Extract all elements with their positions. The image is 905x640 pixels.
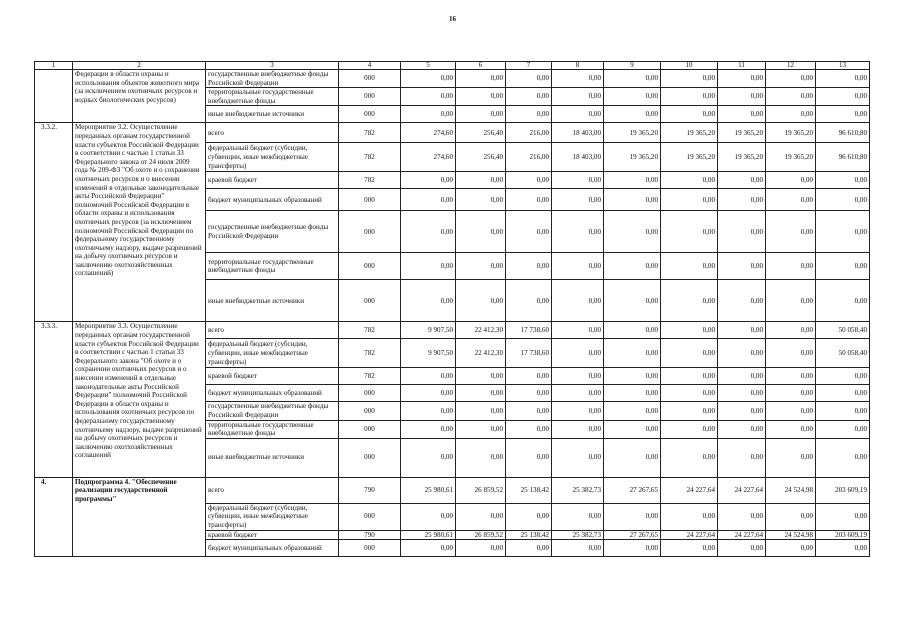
- budget-code: 000: [339, 503, 401, 530]
- year-value: 0,00: [604, 438, 661, 477]
- column-number-row: [35, 62, 870, 70]
- budget-code: 782: [339, 143, 401, 172]
- year-value: 0,00: [456, 368, 506, 385]
- year-value: 0,00: [718, 172, 766, 189]
- year-value: 0,00: [661, 88, 718, 106]
- year-value: 0,00: [552, 189, 604, 211]
- budget-code: 000: [339, 88, 401, 106]
- budget-code: 000: [339, 420, 401, 438]
- year-value: 0,00: [552, 106, 604, 123]
- year-value: 25 382,73: [552, 530, 604, 540]
- year-value: 0,00: [401, 189, 456, 211]
- year-value: 0,00: [718, 540, 766, 557]
- year-value: 0,00: [604, 385, 661, 402]
- measure-3-3-2-row: [35, 123, 870, 143]
- year-value: 24 524,98: [766, 530, 816, 540]
- year-value: 0,00: [456, 402, 506, 420]
- year-value: 0,00: [401, 438, 456, 477]
- year-value: 0,00: [718, 339, 766, 368]
- year-value: 216,00: [506, 143, 552, 172]
- year-value: 0,00: [552, 172, 604, 189]
- total-value: 0,00: [816, 540, 870, 557]
- year-value: 0,00: [506, 402, 552, 420]
- funding-source: всего: [206, 123, 339, 143]
- column-number: 4: [339, 62, 401, 70]
- funding-source: федеральный бюджет (субсидии, субвенции, иные межбюджетные трансферты): [206, 503, 339, 530]
- year-value: 0,00: [718, 211, 766, 253]
- year-value: 0,00: [718, 438, 766, 477]
- column-number: 13: [816, 62, 870, 70]
- total-value: 0,00: [816, 280, 870, 322]
- year-value: 0,00: [718, 385, 766, 402]
- year-value: 0,00: [604, 339, 661, 368]
- funding-source: федеральный бюджет (субсидии, субвенции, иные межбюджетные трансферты): [206, 339, 339, 368]
- year-value: 0,00: [552, 503, 604, 530]
- column-number: 6: [456, 62, 506, 70]
- year-value: 0,00: [661, 211, 718, 253]
- funding-source: государственные внебюджетные фонды Российской Федерации: [206, 211, 339, 253]
- year-value: 256,40: [456, 143, 506, 172]
- year-value: 0,00: [718, 368, 766, 385]
- year-value: 22 412,30: [456, 322, 506, 339]
- funding-source: государственные внебюджетные фонды Российской Федерации: [206, 402, 339, 420]
- year-value: 19 365,20: [604, 143, 661, 172]
- total-value: 0,00: [816, 503, 870, 530]
- year-value: 0,00: [552, 368, 604, 385]
- row-index: 4.: [35, 477, 73, 556]
- year-value: 0,00: [401, 385, 456, 402]
- funding-source: краевой бюджет: [206, 368, 339, 385]
- year-value: 0,00: [766, 385, 816, 402]
- funding-source: краевой бюджет: [206, 530, 339, 540]
- year-value: 17 738,60: [506, 322, 552, 339]
- year-value: 26 859,52: [456, 530, 506, 540]
- year-value: 0,00: [552, 339, 604, 368]
- year-value: 0,00: [401, 420, 456, 438]
- year-value: 25 980,61: [401, 530, 456, 540]
- year-value: 0,00: [661, 280, 718, 322]
- year-value: 0,00: [401, 540, 456, 557]
- activity-name: Федерации в области охраны и использования объектов животного мира (за исключением охотничьих ресурсов и водных биологических ресурсов): [73, 70, 206, 123]
- year-value: 24 227,64: [718, 477, 766, 503]
- year-value: 0,00: [456, 385, 506, 402]
- measure-3-3-3-row: [35, 322, 870, 339]
- year-value: 0,00: [456, 70, 506, 88]
- year-value: 25 382,73: [552, 477, 604, 503]
- year-value: 0,00: [661, 106, 718, 123]
- year-value: 27 267,65: [604, 530, 661, 540]
- year-value: 19 365,20: [661, 143, 718, 172]
- column-number: 7: [506, 62, 552, 70]
- budget-code: 782: [339, 339, 401, 368]
- total-value: 0,00: [816, 385, 870, 402]
- activity-name: Мероприятие 3.2. Осуществление переданных органам государственной власти субъектов Российской Федерации в соответствии с частью 1 статьи 33 Федерального закона от 24 июля 2009 года № 209-ФЗ "Об охоте и о сохранении охотничьих ресурсов и о внесении изменений в отдельные законодательные акты Российской Федерации" полномочий Российской Федерации в области охраны и использования охотничьих ресурсов (за исключением полномочий Российской Федерации по федеральному государственному охотничьему надзору, выдаче разрешений на добычу охотничьих ресурсов и заключению охотхозяйственных соглашений): [73, 123, 206, 322]
- total-value: 0,00: [816, 420, 870, 438]
- year-value: 0,00: [718, 88, 766, 106]
- total-value: 0,00: [816, 368, 870, 385]
- year-value: 0,00: [456, 540, 506, 557]
- year-value: 0,00: [766, 339, 816, 368]
- year-value: 17 738,60: [506, 339, 552, 368]
- total-value: 0,00: [816, 253, 870, 280]
- column-number: 9: [604, 62, 661, 70]
- year-value: 27 267,65: [604, 477, 661, 503]
- year-value: 0,00: [506, 70, 552, 88]
- year-value: 0,00: [766, 189, 816, 211]
- row-index: 3.3.2.: [35, 123, 73, 322]
- year-value: 0,00: [456, 88, 506, 106]
- year-value: 0,00: [766, 438, 816, 477]
- year-value: 24 227,64: [661, 530, 718, 540]
- year-value: 0,00: [604, 211, 661, 253]
- year-value: 0,00: [766, 540, 816, 557]
- year-value: 0,00: [552, 88, 604, 106]
- year-value: 0,00: [506, 253, 552, 280]
- year-value: 18 403,00: [552, 123, 604, 143]
- year-value: 0,00: [661, 322, 718, 339]
- year-value: 0,00: [456, 211, 506, 253]
- total-value: 96 610,80: [816, 123, 870, 143]
- year-value: 0,00: [661, 438, 718, 477]
- column-number: 3: [206, 62, 339, 70]
- year-value: 0,00: [506, 172, 552, 189]
- total-value: 203 609,19: [816, 530, 870, 540]
- year-value: 0,00: [661, 420, 718, 438]
- year-value: 0,00: [604, 189, 661, 211]
- year-value: 0,00: [604, 420, 661, 438]
- column-number: 8: [552, 62, 604, 70]
- year-value: 0,00: [766, 420, 816, 438]
- budget-code: 000: [339, 385, 401, 402]
- year-value: 0,00: [401, 368, 456, 385]
- total-value: 0,00: [816, 189, 870, 211]
- total-value: 0,00: [816, 106, 870, 123]
- year-value: 0,00: [718, 322, 766, 339]
- page-number: 16: [449, 15, 456, 23]
- funding-source: бюджет муниципальных образований: [206, 385, 339, 402]
- budget-code: 782: [339, 368, 401, 385]
- year-value: 0,00: [766, 253, 816, 280]
- funding-source: территориальные государственные внебюджетные фонды: [206, 88, 339, 106]
- budget-code: 782: [339, 172, 401, 189]
- year-value: 18 403,00: [552, 143, 604, 172]
- year-value: 0,00: [718, 106, 766, 123]
- year-value: 0,00: [766, 368, 816, 385]
- total-value: 0,00: [816, 88, 870, 106]
- year-value: 0,00: [718, 420, 766, 438]
- year-value: 26 859,52: [456, 477, 506, 503]
- year-value: 0,00: [766, 402, 816, 420]
- year-value: 0,00: [604, 368, 661, 385]
- year-value: 0,00: [766, 172, 816, 189]
- total-value: 96 610,80: [816, 143, 870, 172]
- total-value: 203 609,19: [816, 477, 870, 503]
- row-index: 3.3.3.: [35, 322, 73, 477]
- budget-code: 000: [339, 402, 401, 420]
- budget-code: 000: [339, 70, 401, 88]
- year-value: 0,00: [661, 253, 718, 280]
- year-value: 19 365,20: [766, 123, 816, 143]
- year-value: 0,00: [718, 70, 766, 88]
- year-value: 0,00: [766, 106, 816, 123]
- funding-source: иные внебюджетные источники: [206, 106, 339, 123]
- column-number: 1: [35, 62, 73, 70]
- funding-source: территориальные государственные внебюджетные фонды: [206, 420, 339, 438]
- year-value: 0,00: [661, 70, 718, 88]
- total-value: 0,00: [816, 438, 870, 477]
- funding-source: территориальные государственные внебюджетные фонды: [206, 253, 339, 280]
- budget-code: 000: [339, 211, 401, 253]
- year-value: 24 227,64: [661, 477, 718, 503]
- funding-source: всего: [206, 477, 339, 503]
- total-value: 0,00: [816, 172, 870, 189]
- year-value: 0,00: [401, 253, 456, 280]
- year-value: 256,40: [456, 123, 506, 143]
- year-value: 0,00: [718, 189, 766, 211]
- year-value: 0,00: [456, 503, 506, 530]
- year-value: 19 365,20: [718, 143, 766, 172]
- year-value: 0,00: [552, 420, 604, 438]
- year-value: 0,00: [456, 189, 506, 211]
- year-value: 25 980,61: [401, 477, 456, 503]
- year-value: 0,00: [552, 211, 604, 253]
- year-value: 0,00: [661, 503, 718, 530]
- budget-code: 790: [339, 530, 401, 540]
- budget-code: 000: [339, 280, 401, 322]
- budget-table: [34, 61, 870, 557]
- budget-code: 000: [339, 438, 401, 477]
- year-value: 0,00: [506, 503, 552, 530]
- year-value: 274,60: [401, 123, 456, 143]
- year-value: 19 365,20: [718, 123, 766, 143]
- budget-code: 000: [339, 253, 401, 280]
- year-value: 0,00: [661, 540, 718, 557]
- year-value: 0,00: [401, 402, 456, 420]
- year-value: 216,00: [506, 123, 552, 143]
- year-value: 0,00: [604, 88, 661, 106]
- year-value: 0,00: [661, 172, 718, 189]
- funding-source: государственные внебюджетные фонды Российской Федерации: [206, 70, 339, 88]
- budget-code: 782: [339, 123, 401, 143]
- year-value: 0,00: [552, 322, 604, 339]
- total-value: 50 058,40: [816, 322, 870, 339]
- total-value: 0,00: [816, 211, 870, 253]
- row-index: [35, 70, 73, 123]
- year-value: 0,00: [401, 106, 456, 123]
- year-value: 0,00: [456, 253, 506, 280]
- year-value: 0,00: [604, 172, 661, 189]
- year-value: 0,00: [456, 420, 506, 438]
- year-value: 0,00: [604, 253, 661, 280]
- year-value: 0,00: [506, 189, 552, 211]
- year-value: 0,00: [766, 503, 816, 530]
- year-value: 0,00: [766, 280, 816, 322]
- year-value: 0,00: [506, 88, 552, 106]
- year-value: 0,00: [401, 211, 456, 253]
- year-value: 19 365,20: [661, 123, 718, 143]
- year-value: 0,00: [766, 322, 816, 339]
- year-value: 0,00: [604, 70, 661, 88]
- total-value: 50 058,40: [816, 339, 870, 368]
- year-value: 0,00: [552, 253, 604, 280]
- year-value: 24 524,98: [766, 477, 816, 503]
- year-value: 0,00: [506, 540, 552, 557]
- continued-activity-row: [35, 70, 870, 88]
- year-value: 0,00: [506, 211, 552, 253]
- year-value: 0,00: [506, 368, 552, 385]
- year-value: 0,00: [401, 503, 456, 530]
- year-value: 19 365,20: [604, 123, 661, 143]
- year-value: 0,00: [604, 322, 661, 339]
- funding-source: иные внебюджетные источники: [206, 438, 339, 477]
- activity-name: Подпрограмма 4. "Обеспечение реализации государственной программы": [73, 477, 206, 556]
- year-value: 0,00: [604, 402, 661, 420]
- year-value: 0,00: [401, 172, 456, 189]
- column-number: 11: [718, 62, 766, 70]
- year-value: 0,00: [766, 88, 816, 106]
- year-value: 0,00: [552, 540, 604, 557]
- total-value: 0,00: [816, 70, 870, 88]
- budget-code: 000: [339, 189, 401, 211]
- year-value: 0,00: [401, 88, 456, 106]
- year-value: 0,00: [718, 503, 766, 530]
- year-value: 0,00: [718, 280, 766, 322]
- year-value: 0,00: [661, 402, 718, 420]
- year-value: 0,00: [552, 385, 604, 402]
- year-value: 24 227,64: [718, 530, 766, 540]
- column-number: 5: [401, 62, 456, 70]
- funding-source: иные внебюджетные источники: [206, 280, 339, 322]
- year-value: 0,00: [552, 438, 604, 477]
- funding-source: краевой бюджет: [206, 172, 339, 189]
- year-value: 0,00: [661, 339, 718, 368]
- column-number: 10: [661, 62, 718, 70]
- year-value: 0,00: [604, 106, 661, 123]
- column-number: 2: [73, 62, 206, 70]
- year-value: 0,00: [456, 438, 506, 477]
- year-value: 19 365,20: [766, 143, 816, 172]
- budget-code: 790: [339, 477, 401, 503]
- activity-name: Мероприятие 3.3. Осуществление переданных органам государственной власти субъектов Российской Федерации в соответствии с частью 1 статьи 33 Федерального закона "Об охоте и о сохранении охотничьих ресурсов и о внесении изменений в отдельные законодательные акты Российской Федерации" полномочий Российской Федерации в области охраны и использования охотничьих ресурсов по федеральному государственному охотничьему надзору, выдаче разрешений на добычу охотничьих ресурсов и заключению охотхозяйственных соглашений: [73, 322, 206, 477]
- year-value: 0,00: [604, 503, 661, 530]
- year-value: 0,00: [506, 438, 552, 477]
- funding-source: бюджет муниципальных образований: [206, 189, 339, 211]
- funding-source: федеральный бюджет (субсидии, субвенции, иные межбюджетные трансферты): [206, 143, 339, 172]
- year-value: 0,00: [661, 189, 718, 211]
- total-value: 0,00: [816, 402, 870, 420]
- year-value: 9 907,50: [401, 322, 456, 339]
- year-value: 0,00: [552, 402, 604, 420]
- year-value: 0,00: [604, 280, 661, 322]
- year-value: 0,00: [456, 106, 506, 123]
- year-value: 22 412,30: [456, 339, 506, 368]
- year-value: 0,00: [766, 70, 816, 88]
- year-value: 25 138,42: [506, 530, 552, 540]
- year-value: 0,00: [661, 368, 718, 385]
- year-value: 0,00: [506, 385, 552, 402]
- funding-source: бюджет муниципальных образований: [206, 540, 339, 557]
- year-value: 0,00: [718, 402, 766, 420]
- year-value: 0,00: [506, 280, 552, 322]
- column-number: 12: [766, 62, 816, 70]
- year-value: 0,00: [506, 420, 552, 438]
- year-value: 0,00: [552, 280, 604, 322]
- year-value: 0,00: [456, 172, 506, 189]
- year-value: 25 138,42: [506, 477, 552, 503]
- funding-source: всего: [206, 322, 339, 339]
- budget-code: 782: [339, 322, 401, 339]
- year-value: 0,00: [661, 385, 718, 402]
- year-value: 0,00: [766, 211, 816, 253]
- subprogram-4-row: [35, 477, 870, 503]
- year-value: 0,00: [401, 70, 456, 88]
- budget-code: 000: [339, 540, 401, 557]
- budget-code: 000: [339, 106, 401, 123]
- year-value: 0,00: [506, 106, 552, 123]
- year-value: 274,60: [401, 143, 456, 172]
- year-value: 9 907,50: [401, 339, 456, 368]
- year-value: 0,00: [456, 280, 506, 322]
- year-value: 0,00: [552, 70, 604, 88]
- year-value: 0,00: [401, 280, 456, 322]
- year-value: 0,00: [718, 253, 766, 280]
- year-value: 0,00: [604, 540, 661, 557]
